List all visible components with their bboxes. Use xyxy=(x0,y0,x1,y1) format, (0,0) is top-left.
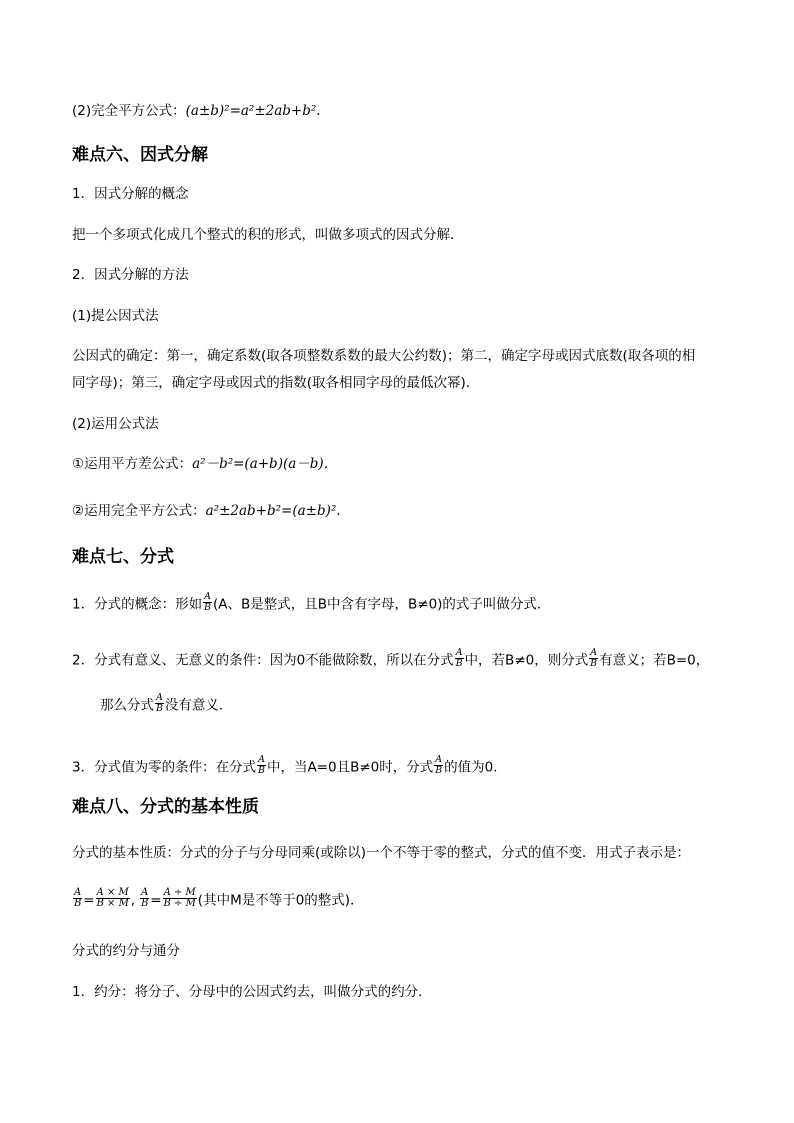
item-title: 1．因式分解的概念 xyxy=(72,186,189,202)
fraction-a-over-b: $\frac{A}{B}$ xyxy=(140,887,149,909)
property-equation: $\frac{A}{B}$ = $\frac{A \times M}{B \times M}$ , $\frac{A}{B}$ = $\frac{A \div M}{B \div M}$ (其中M是不等于0的整式)． xyxy=(73,887,364,909)
section-heading-7: 难点七、分式 xyxy=(72,547,174,567)
fraction-divide: $\frac{A \div M}{B \div M}$ xyxy=(163,887,196,909)
formula-label: ②运用完全平方公式： xyxy=(72,503,206,519)
definition-line xyxy=(72,591,551,615)
text: 1．分式的概念：形如 xyxy=(72,596,203,613)
text: 3．分式值为零的条件：在分式 xyxy=(72,759,257,776)
paragraph-line: 公因式的确定：第一，确定系数(取各项整数系数的最大公约数)；第二，确定字母或因式底数(取各项的相 xyxy=(72,348,696,364)
text: 2．分式有意义、无意义的条件：因为0不能做除数，所以在分式 xyxy=(72,652,454,669)
text: (其中M是不等于0的整式)． xyxy=(197,892,364,909)
paragraph-line: 同字母)；第三，确定字母或因式的指数(取各相同字母的最低次幂)． xyxy=(72,375,480,391)
condition-line xyxy=(72,647,710,671)
sub-title: (1)提公因式法 xyxy=(72,308,159,324)
text: 中，若B≠0，则分式 xyxy=(464,652,589,669)
sub-title: (2)运用公式法 xyxy=(72,416,159,432)
fraction-a-over-b: $\frac{A}{B}$ xyxy=(590,647,598,669)
fraction-multiply: $\frac{A \times M}{B \times M}$ xyxy=(96,887,129,909)
fraction-a-over-b: $\frac{A}{B}$ xyxy=(73,887,82,909)
text: 的值为0. xyxy=(444,759,498,776)
text: 没有意义． xyxy=(164,697,233,714)
condition-line-2 xyxy=(100,692,233,716)
formula-line-perfect-square xyxy=(72,101,321,121)
paragraph: 1．约分：将分子、分母中的公因式约去，叫做分式的约分． xyxy=(72,984,432,1000)
item-title: 2．因式分解的方法 xyxy=(72,267,189,283)
formula-text: (a±b)²=a²±2ab+b². xyxy=(185,103,321,119)
text: 中，当A=0且B≠0时，分式 xyxy=(266,759,434,776)
formula-text: a²－b²=(a+b)(a－b)． xyxy=(192,456,338,472)
formula-line xyxy=(72,454,337,474)
section-heading-6: 难点六、因式分解 xyxy=(72,145,208,165)
paragraph: 把一个多项式化成几个整式的积的形式，叫做多项式的因式分解． xyxy=(72,227,464,243)
text: (A、B是整式，且B中含有字母，B≠0)的式子叫做分式． xyxy=(212,596,551,613)
fraction-a-over-b: $\frac{A}{B}$ xyxy=(204,591,212,613)
section-heading-8: 难点八、分式的基本性质 xyxy=(72,797,259,817)
fraction-a-over-b: $\frac{A}{B}$ xyxy=(435,754,443,776)
fraction-a-over-b: $\frac{A}{B}$ xyxy=(155,692,163,714)
fraction-a-over-b: $\frac{A}{B}$ xyxy=(258,754,266,776)
fraction-a-over-b: $\frac{A}{B}$ xyxy=(455,647,463,669)
sub-title: 分式的约分与通分 xyxy=(72,943,180,959)
text: 那么分式 xyxy=(100,697,154,714)
text: 有意义；若B=0， xyxy=(599,652,710,669)
zero-condition-line xyxy=(72,754,498,778)
formula-label: (2)完全平方公式： xyxy=(72,103,186,119)
paragraph: 分式的基本性质：分式的分子与分母同乘(或除以)一个不等于零的整式，分式的值不变．用式子表示是： xyxy=(72,845,691,861)
formula-text: a²±2ab+b²=(a±b)². xyxy=(205,503,341,519)
formula-line xyxy=(72,501,341,521)
formula-label: ①运用平方差公式： xyxy=(72,456,193,472)
